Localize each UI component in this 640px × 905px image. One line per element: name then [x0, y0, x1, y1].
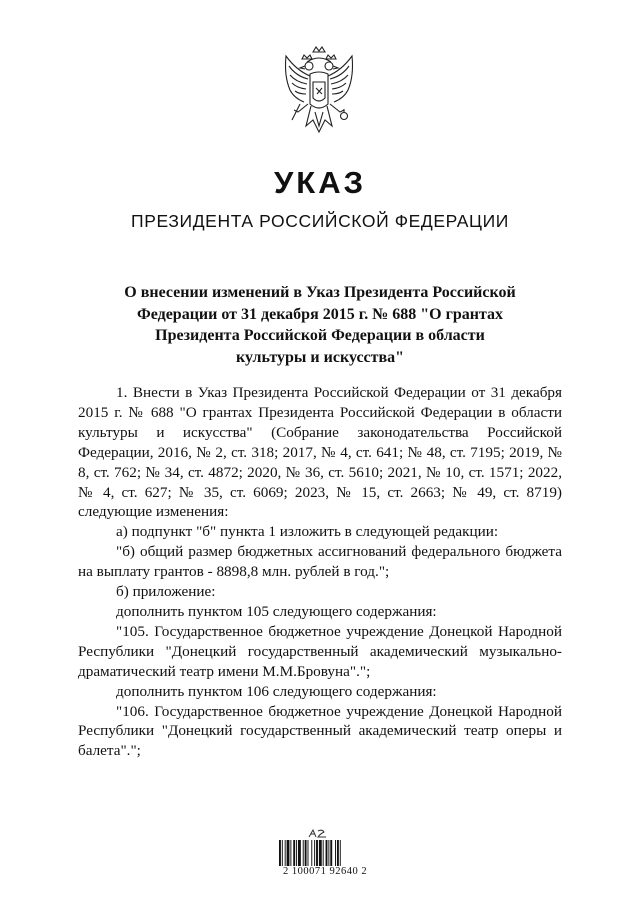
- heading-line: Федерации от 31 декабря 2015 г. № 688 "О грантах: [136, 305, 504, 323]
- heading-line: культуры и искусства": [235, 348, 405, 366]
- document-type-title: УКАЗ: [273, 165, 366, 200]
- paragraph: "б) общий размер бюджетных ассигнований федерального бюджета на выплату грантов - 8898,8 млн. рублей в год.";: [78, 543, 562, 581]
- paragraph: "106. Государственное бюджетное учреждение Донецкой Народной Республики "Донецкий государственный академический театр оперы и балета".";: [78, 702, 562, 760]
- heading-line: О внесении изменений в Указ Президента Российской: [124, 284, 516, 301]
- paragraph: дополнить пунктом 106 следующего содержания:: [116, 682, 437, 700]
- paragraph: дополнить пунктом 105 следующего содержания:: [116, 602, 437, 620]
- decree-body: [78, 383, 562, 761]
- barcode-number: 2 100071 92640 2: [282, 866, 368, 877]
- decree-heading: [100, 282, 540, 368]
- barcode-graphic: [279, 840, 362, 866]
- heading-line: Президента Российской Федерации в области: [155, 327, 485, 344]
- issuer-subtitle: ПРЕЗИДЕНТА РОССИЙСКОЙ ФЕДЕРАЦИИ: [131, 211, 509, 231]
- handwritten-mark: [307, 828, 329, 840]
- coat-of-arms-emblem: [280, 46, 358, 146]
- paragraph: а) подпункт "б" пункта 1 изложить в следующей редакции:: [116, 523, 499, 541]
- paragraph: "105. Государственное бюджетное учреждение Донецкой Народной Республики "Донецкий государственный академический музыкально-драматический театр имени М.М.Бровуна".";: [78, 622, 562, 680]
- paragraph: 1. Внести в Указ Президента Российской Федерации от 31 декабря 2015 г. № 688 "О грантах Президента Российской Федерации в области культуры и искусства" (Собрание законодательства Российской Федерации, 2016, № 2, ст. 318; 2017, № 4, ст. 641; № 48, ст. 7195; 2019, № 8, ст. 762; № 34, ст. 4872; 2020, № 36, ст. 5610; 2021, № 10, ст. 1571; 2022, № 4, ст. 627; № 35, ст. 6069; 2023, № 15, ст. 2663; № 49, ст. 8719) следующие изменения:: [78, 384, 562, 521]
- paragraph: б) приложение:: [116, 583, 216, 601]
